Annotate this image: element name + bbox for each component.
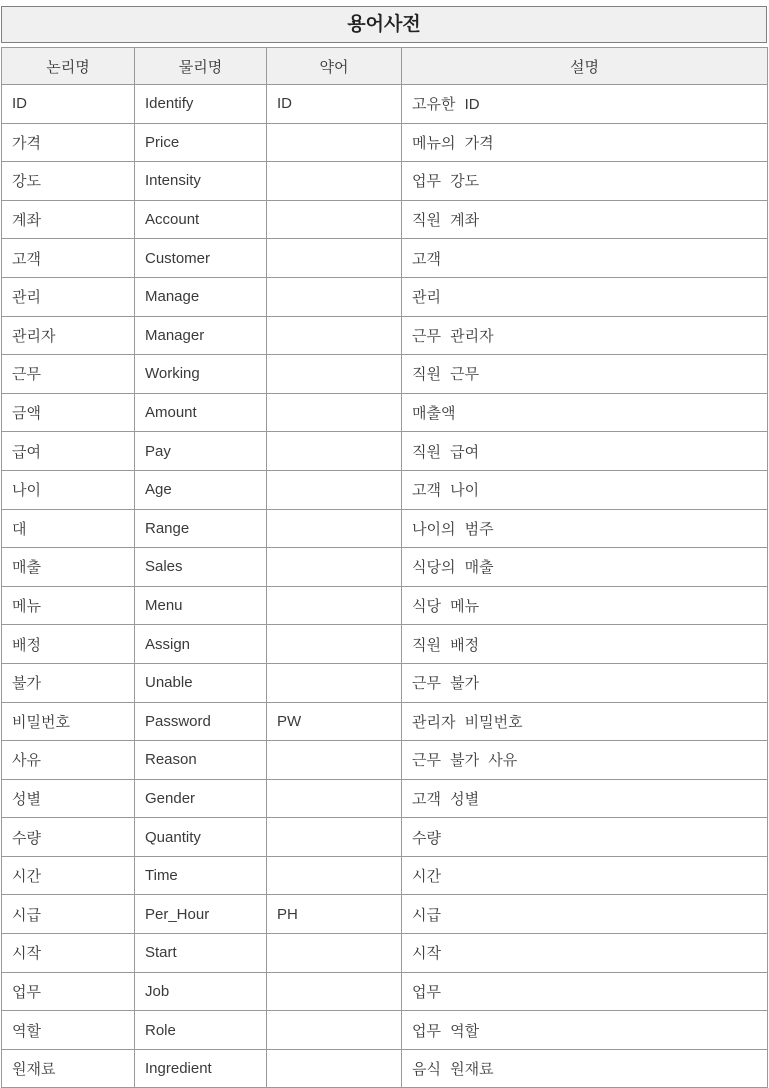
table-row — [2, 741, 768, 780]
cell-physical-name: Manage — [135, 277, 267, 316]
cell-physical-name: Quantity — [135, 818, 267, 857]
cell-abbreviation — [267, 1049, 402, 1088]
cell-abbreviation: PW — [267, 702, 402, 741]
cell-logical-name: ID — [2, 85, 135, 124]
table-row — [2, 239, 768, 278]
cell-abbreviation — [267, 856, 402, 895]
column-header-description: 설명 — [402, 48, 768, 85]
cell-logical-name: 계좌 — [2, 200, 135, 239]
table-row — [2, 702, 768, 741]
cell-physical-name: Amount — [135, 393, 267, 432]
cell-physical-name: Gender — [135, 779, 267, 818]
cell-abbreviation — [267, 355, 402, 394]
cell-abbreviation — [267, 1011, 402, 1050]
cell-description: 업무 역할 — [402, 1011, 768, 1050]
table-row — [2, 123, 768, 162]
cell-logical-name: 근무 — [2, 355, 135, 394]
table-row — [2, 586, 768, 625]
cell-description: 업무 강도 — [402, 162, 768, 201]
cell-physical-name: Start — [135, 934, 267, 973]
cell-abbreviation: PH — [267, 895, 402, 934]
cell-abbreviation — [267, 200, 402, 239]
cell-description: 식당의 매출 — [402, 548, 768, 587]
cell-description: 직원 근무 — [402, 355, 768, 394]
table-row — [2, 470, 768, 509]
cell-description: 시작 — [402, 934, 768, 973]
cell-abbreviation — [267, 239, 402, 278]
cell-physical-name: Customer — [135, 239, 267, 278]
column-header-logical-name: 논리명 — [2, 48, 135, 85]
table-row — [2, 818, 768, 857]
cell-abbreviation — [267, 779, 402, 818]
cell-physical-name: Intensity — [135, 162, 267, 201]
cell-physical-name: Pay — [135, 432, 267, 471]
cell-logical-name: 역할 — [2, 1011, 135, 1050]
cell-description: 시간 — [402, 856, 768, 895]
table-row — [2, 548, 768, 587]
cell-logical-name: 강도 — [2, 162, 135, 201]
cell-physical-name: Ingredient — [135, 1049, 267, 1088]
cell-logical-name: 나이 — [2, 470, 135, 509]
cell-logical-name: 비밀번호 — [2, 702, 135, 741]
cell-description: 메뉴의 가격 — [402, 123, 768, 162]
cell-description: 업무 — [402, 972, 768, 1011]
cell-description: 음식 원재료 — [402, 1049, 768, 1088]
cell-description: 나이의 범주 — [402, 509, 768, 548]
cell-physical-name: Assign — [135, 625, 267, 664]
table-row — [2, 779, 768, 818]
glossary-table — [1, 47, 768, 1088]
cell-logical-name: 업무 — [2, 972, 135, 1011]
cell-abbreviation — [267, 162, 402, 201]
cell-physical-name: Price — [135, 123, 267, 162]
column-header-physical-name: 물리명 — [135, 48, 267, 85]
cell-abbreviation — [267, 123, 402, 162]
cell-abbreviation — [267, 393, 402, 432]
cell-description: 고객 성별 — [402, 779, 768, 818]
cell-logical-name: 시작 — [2, 934, 135, 973]
header-row — [2, 48, 768, 85]
cell-physical-name: Range — [135, 509, 267, 548]
cell-abbreviation: ID — [267, 85, 402, 124]
cell-description: 고객 — [402, 239, 768, 278]
table-row — [2, 1011, 768, 1050]
cell-description: 근무 불가 — [402, 663, 768, 702]
cell-logical-name: 급여 — [2, 432, 135, 471]
cell-physical-name: Menu — [135, 586, 267, 625]
table-row — [2, 663, 768, 702]
cell-description: 매출액 — [402, 393, 768, 432]
cell-logical-name: 관리 — [2, 277, 135, 316]
cell-logical-name: 대 — [2, 509, 135, 548]
cell-abbreviation — [267, 934, 402, 973]
cell-description: 직원 계좌 — [402, 200, 768, 239]
cell-physical-name: Unable — [135, 663, 267, 702]
cell-abbreviation — [267, 277, 402, 316]
cell-logical-name: 사유 — [2, 741, 135, 780]
cell-abbreviation — [267, 316, 402, 355]
cell-abbreviation — [267, 432, 402, 471]
cell-abbreviation — [267, 818, 402, 857]
cell-physical-name: Working — [135, 355, 267, 394]
table-row — [2, 355, 768, 394]
table-row — [2, 277, 768, 316]
table-row — [2, 316, 768, 355]
cell-abbreviation — [267, 625, 402, 664]
cell-logical-name: 매출 — [2, 548, 135, 587]
cell-physical-name: Password — [135, 702, 267, 741]
cell-description: 관리 — [402, 277, 768, 316]
cell-physical-name: Account — [135, 200, 267, 239]
cell-physical-name: Per_Hour — [135, 895, 267, 934]
cell-logical-name: 불가 — [2, 663, 135, 702]
cell-description: 고유한 ID — [402, 85, 768, 124]
cell-physical-name: Sales — [135, 548, 267, 587]
cell-logical-name: 고객 — [2, 239, 135, 278]
cell-description: 직원 급여 — [402, 432, 768, 471]
cell-logical-name: 원재료 — [2, 1049, 135, 1088]
cell-abbreviation — [267, 972, 402, 1011]
table-row — [2, 162, 768, 201]
cell-abbreviation — [267, 548, 402, 587]
cell-description: 수량 — [402, 818, 768, 857]
column-header-abbreviation: 약어 — [267, 48, 402, 85]
cell-description: 근무 불가 사유 — [402, 741, 768, 780]
cell-physical-name: Age — [135, 470, 267, 509]
cell-physical-name: Time — [135, 856, 267, 895]
cell-description: 식당 메뉴 — [402, 586, 768, 625]
cell-logical-name: 메뉴 — [2, 586, 135, 625]
table-row — [2, 856, 768, 895]
table-row — [2, 895, 768, 934]
cell-logical-name: 금액 — [2, 393, 135, 432]
table-row — [2, 625, 768, 664]
cell-logical-name: 성별 — [2, 779, 135, 818]
cell-physical-name: Manager — [135, 316, 267, 355]
cell-abbreviation — [267, 509, 402, 548]
table-row — [2, 200, 768, 239]
cell-description: 관리자 비밀번호 — [402, 702, 768, 741]
cell-logical-name: 시간 — [2, 856, 135, 895]
cell-description: 고객 나이 — [402, 470, 768, 509]
table-row — [2, 85, 768, 124]
cell-physical-name: Reason — [135, 741, 267, 780]
cell-abbreviation — [267, 741, 402, 780]
cell-logical-name: 배정 — [2, 625, 135, 664]
table-row — [2, 972, 768, 1011]
page-title: 용어사전 — [1, 6, 767, 43]
glossary-table-body — [2, 85, 768, 1088]
cell-logical-name: 관리자 — [2, 316, 135, 355]
cell-physical-name: Job — [135, 972, 267, 1011]
cell-logical-name: 가격 — [2, 123, 135, 162]
cell-logical-name: 수량 — [2, 818, 135, 857]
cell-description: 직원 배정 — [402, 625, 768, 664]
table-row — [2, 1049, 768, 1088]
table-row — [2, 934, 768, 973]
cell-abbreviation — [267, 470, 402, 509]
cell-logical-name: 시급 — [2, 895, 135, 934]
table-row — [2, 393, 768, 432]
cell-physical-name: Identify — [135, 85, 267, 124]
cell-physical-name: Role — [135, 1011, 267, 1050]
cell-description: 근무 관리자 — [402, 316, 768, 355]
table-row — [2, 509, 768, 548]
cell-abbreviation — [267, 586, 402, 625]
cell-abbreviation — [267, 663, 402, 702]
cell-description: 시급 — [402, 895, 768, 934]
table-row — [2, 432, 768, 471]
